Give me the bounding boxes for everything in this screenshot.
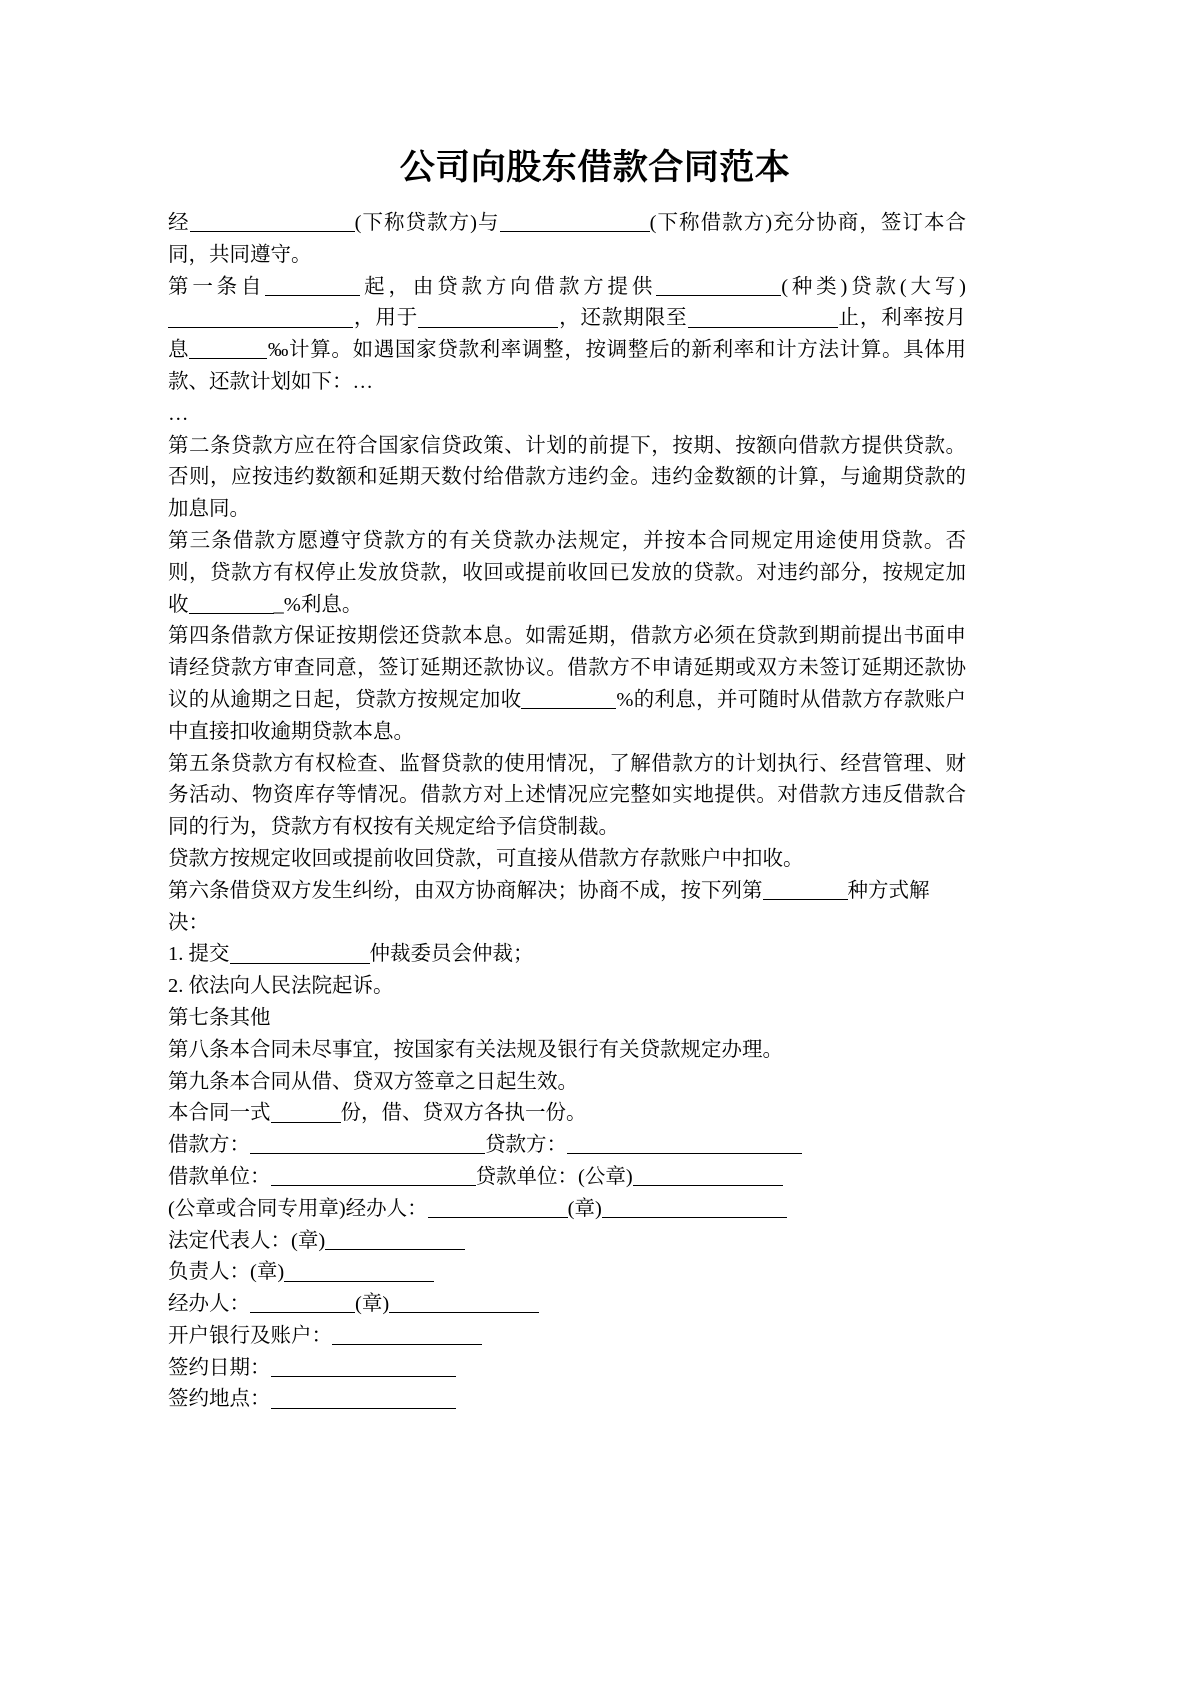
blank-repayment-deadline[interactable] xyxy=(688,307,838,327)
article-6-segment-1: 第六条借贷双方发生纠纷，由双方协商解决；协商不成，按下列第 xyxy=(168,879,763,902)
article-8-paragraph: 第八条本合同未尽事宜，按国家有关法规及银行有关贷款规定办理。 xyxy=(168,1038,783,1061)
article-1-segment-5: ，还款期限至 xyxy=(558,307,688,330)
blank-sign-date[interactable] xyxy=(271,1356,456,1376)
blank-seal-handler[interactable] xyxy=(428,1198,568,1218)
article-6-segment-2: 种方式解决： xyxy=(168,879,930,934)
signature-row-units xyxy=(168,1162,966,1194)
blank-lender-party[interactable] xyxy=(567,1134,802,1154)
borrower-party-label: 借款方： xyxy=(168,1134,250,1157)
article-6-option-1-segment-2: 仲裁委员会仲裁； xyxy=(369,943,534,966)
signature-row-bank-account xyxy=(168,1321,966,1353)
article-9-paragraph: 第九条本合同从借、贷双方签章之日起生效。 xyxy=(168,1070,578,1093)
signature-row-sign-date xyxy=(168,1353,966,1385)
article-4-segment-1: 第四条借款方保证按期偿还贷款本息。如需延期，借款方必须在贷款到期前提出书面申请经贷款方审查同意，签订延期还款协议。借款方不申请延期或双方未签订延期还款协议的从逾期之日起，贷款方按规定加收 xyxy=(168,625,966,711)
blank-legal-rep[interactable] xyxy=(325,1229,465,1249)
article-3-segment-2: _%利息。 xyxy=(273,593,363,616)
article-5-paragraph-1: 第五条贷款方有权检查、监督贷款的使用情况，了解借款方的计划执行、经营管理、财务活动、物资库存等情况。借款方对上述情况应完整如实地提供。对借款方违反借款合同的行为，贷款方有权按有关规定给予信贷制裁。 xyxy=(168,752,966,839)
borrower-unit-label: 借款单位： xyxy=(168,1165,271,1188)
blank-start-date[interactable] xyxy=(265,275,360,295)
article-6-option-2: 2. 依法向人民法院起诉。 xyxy=(168,975,394,998)
handler-label: 经办人： xyxy=(168,1293,250,1316)
article-1-paragraph xyxy=(168,272,966,399)
copies-segment-2: 份，借、贷双方各执一份。 xyxy=(340,1102,587,1125)
article-1-segment-7: ‰计算。如遇国家贷款利率调整，按调整后的新利率和计方法计算。具体用款、还款计划如下：… xyxy=(168,339,967,393)
blank-monthly-interest-rate[interactable] xyxy=(189,339,267,359)
article-1-segment-1: 第一条自 xyxy=(168,275,266,298)
blank-dispute-method-number[interactable] xyxy=(763,880,848,900)
signature-row-principal xyxy=(168,1257,966,1289)
blank-borrower-party[interactable] xyxy=(250,1134,485,1154)
blank-copy-count[interactable] xyxy=(271,1102,341,1122)
blank-loan-type[interactable] xyxy=(656,275,781,295)
handler-middle-label: (章) xyxy=(355,1293,390,1316)
signature-row-seal-handler xyxy=(168,1194,966,1226)
document-body xyxy=(168,208,966,1416)
signature-row-legal-rep xyxy=(168,1226,966,1258)
article-6-paragraph xyxy=(168,876,966,940)
lender-unit-label: 贷款单位：(公章) xyxy=(475,1165,633,1188)
seal-middle-label: (章) xyxy=(567,1197,602,1220)
blank-borrower-name[interactable] xyxy=(500,212,650,232)
copies-segment-1: 本合同一式 xyxy=(168,1102,271,1125)
blank-article-3-surcharge-rate[interactable] xyxy=(189,593,274,613)
blank-loan-amount[interactable] xyxy=(168,307,353,327)
preamble-segment-1: 经 xyxy=(168,212,190,234)
blank-article-4-surcharge-rate[interactable] xyxy=(521,689,616,709)
page-title: 公司向股东借款合同范本 xyxy=(399,148,791,187)
article-1-segment-6: 止，利率按月息 xyxy=(168,307,967,362)
signature-row-handler xyxy=(168,1289,966,1321)
blank-seal-handler-stamp[interactable] xyxy=(602,1198,787,1218)
signature-row-sign-place xyxy=(168,1384,966,1416)
article-1-segment-2: 起，由贷款方向借款方提供 xyxy=(360,275,657,298)
article-6-option-1-segment-1: 1. 提交 xyxy=(168,943,230,966)
legal-rep-label: 法定代表人：(章) xyxy=(168,1229,326,1252)
article-7-paragraph: 第七条其他 xyxy=(168,1006,271,1029)
blank-bank-account[interactable] xyxy=(332,1325,482,1345)
blank-sign-place[interactable] xyxy=(271,1388,456,1408)
seal-prefix-label: (公章或合同专用章)经办人： xyxy=(168,1197,428,1220)
blank-handler-stamp[interactable] xyxy=(389,1293,539,1313)
principal-label: 负责人：(章) xyxy=(168,1261,285,1284)
blank-loan-purpose[interactable] xyxy=(418,307,558,327)
article-1-segment-3: (种类)贷款(大写) xyxy=(781,275,967,298)
article-5-paragraph-2: 贷款方按规定收回或提前收回贷款，可直接从借款方存款账户中扣收。 xyxy=(168,847,804,870)
copies-paragraph xyxy=(168,1098,966,1130)
sign-date-label: 签约日期： xyxy=(168,1356,271,1379)
article-2-paragraph: 第二条贷款方应在符合国家信贷政策、计划的前提下，按期、按额向借款方提供贷款。否则，应按违约数额和延期天数付给借款方违约金。违约金数额的计算，与逾期贷款的加息同。 xyxy=(168,434,966,521)
article-4-paragraph xyxy=(168,621,966,748)
blank-lender-unit[interactable] xyxy=(633,1166,783,1186)
preamble-segment-2: (下称贷款方)与 xyxy=(354,212,500,234)
article-3-segment-1: 第三条借款方愿遵守贷款方的有关贷款办法规定，并按本合同规定用途使用贷款。否则，贷款方有权停止发放贷款，收回或提前收回已发放的贷款。对违约部分，按规定加收 xyxy=(168,529,966,616)
article-3-paragraph xyxy=(168,526,966,621)
article-6-option-1 xyxy=(168,939,966,971)
preamble-paragraph xyxy=(168,208,966,272)
blank-principal[interactable] xyxy=(284,1261,434,1281)
blank-handler-name[interactable] xyxy=(250,1293,355,1313)
blank-arbitration-commission[interactable] xyxy=(230,943,370,963)
article-1-continuation: … xyxy=(168,402,190,425)
sign-place-label: 签约地点： xyxy=(168,1388,271,1411)
lender-party-label: 贷款方： xyxy=(485,1134,567,1157)
preamble-segment-3: (下称借款方)充分协商，签订本合同，共同遵守。 xyxy=(168,212,967,266)
article-1-segment-4: ，用于 xyxy=(353,307,419,330)
bank-account-label: 开户银行及账户： xyxy=(168,1324,332,1347)
article-4-segment-2: %的利息，并可随时从借款方存款账户中直接扣收逾期贷款本息。 xyxy=(168,688,967,743)
blank-borrower-unit[interactable] xyxy=(271,1166,476,1186)
signature-row-parties xyxy=(168,1130,966,1162)
blank-lender-name[interactable] xyxy=(190,212,355,232)
